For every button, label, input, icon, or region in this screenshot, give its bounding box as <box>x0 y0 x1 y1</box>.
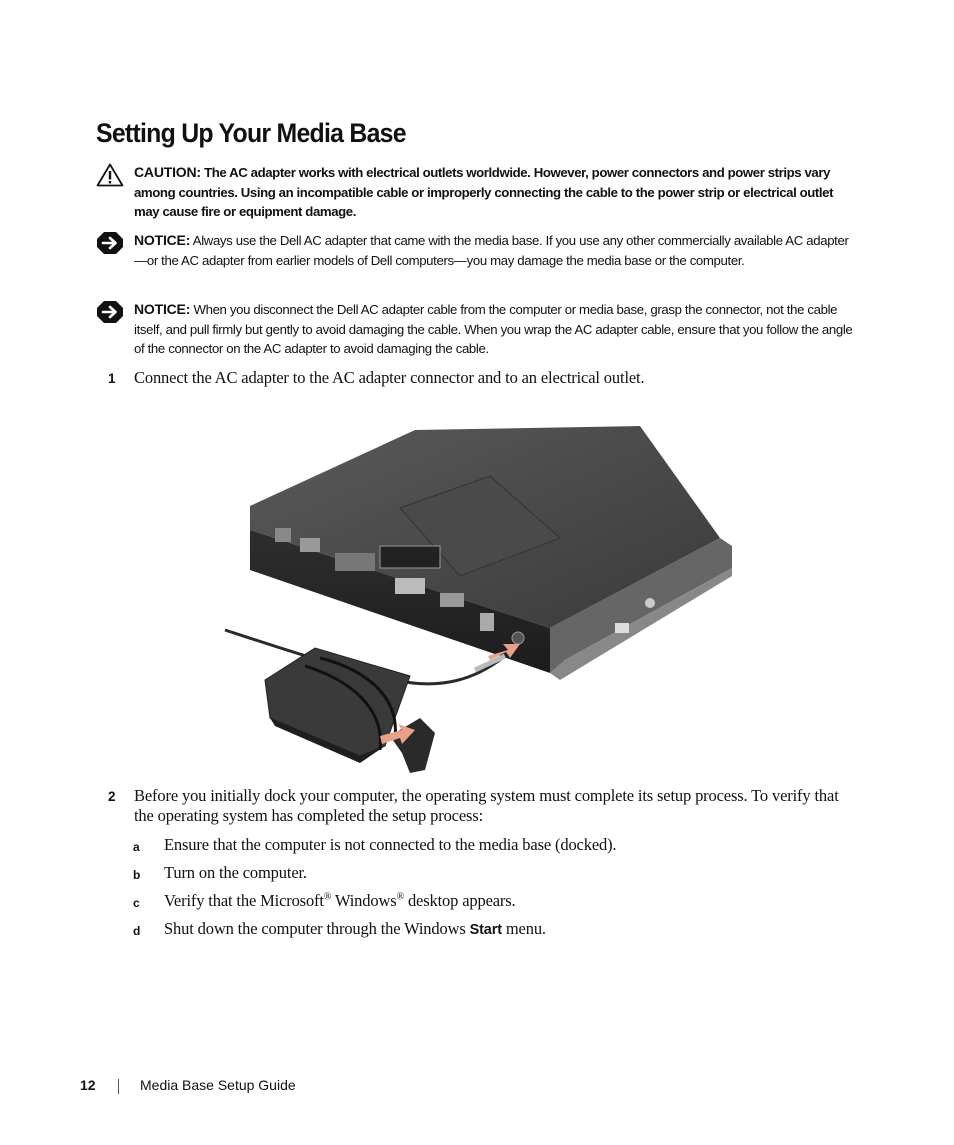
ac-adapter-connector <box>512 632 524 644</box>
guide-title: Media Base Setup Guide <box>140 1077 296 1093</box>
warning-triangle-icon <box>96 163 124 187</box>
step-item <box>96 368 856 388</box>
parallel-port <box>335 553 375 571</box>
caution-text: The AC adapter works with electrical outlets worldwide. However, power connectors and power strips vary among countries. Using an incompatible cable or improperly connecting the cable to the power strip or electrical outlet may cause fire or equipment damage. <box>134 165 834 219</box>
notice-label: NOTICE: <box>134 232 191 248</box>
substep-letter: b <box>133 868 141 882</box>
substep-text: Shut down the computer through the Windows Start menu. <box>164 919 546 938</box>
step-number: 1 <box>108 371 116 386</box>
usb-port <box>480 613 494 631</box>
dvi-port <box>395 578 425 594</box>
serial-port <box>300 538 320 552</box>
notice-text: Always use the Dell AC adapter that came with the media base. If you use any other commercially available AC adapter—or the AC adapter from earlier models of Dell computers—you may damage the media base or the computer. <box>134 233 849 268</box>
power-button-icon <box>645 598 655 608</box>
substep-text: Verify that the Microsoft® Windows® desktop appears. <box>164 891 516 910</box>
step-text: Before you initially dock your computer, the operating system must complete its setup process. To verify that the operating system has completed the setup process: <box>134 786 839 825</box>
step-text: Connect the AC adapter to the AC adapter connector and to an electrical outlet. <box>134 368 645 387</box>
footer-divider <box>118 1079 119 1094</box>
substep-letter: c <box>133 896 140 910</box>
substep-text: Ensure that the computer is not connected to the media base (docked). <box>164 835 617 854</box>
page-title: Setting Up Your Media Base <box>96 118 406 148</box>
substep-item <box>133 891 853 911</box>
docking-connector <box>380 546 440 568</box>
substep-letter: d <box>133 924 141 938</box>
step-item <box>96 786 856 826</box>
substep-item <box>133 835 853 855</box>
substep-item <box>133 863 853 883</box>
step-number: 2 <box>108 789 116 804</box>
notice-block <box>96 300 858 359</box>
notice-block <box>96 231 858 270</box>
vga-port <box>440 593 464 607</box>
notice-text: When you disconnect the Dell AC adapter cable from the computer or media base, grasp the connector, not the cable itself, and pull firmly but gently to avoid damaging the cable. When you wrap the AC adapter cable, ensure that you follow the angle of the connector on the AC adapter to avoid damaging the cable. <box>134 302 853 356</box>
substep-text: Turn on the computer. <box>164 863 307 882</box>
caution-block <box>96 163 858 222</box>
substep-letter: a <box>133 840 140 854</box>
network-port <box>275 528 291 542</box>
notice-label: NOTICE: <box>134 301 191 317</box>
notice-arrow-icon <box>96 231 124 255</box>
page-number: 12 <box>80 1077 96 1093</box>
substep-item <box>133 919 853 940</box>
caution-label: CAUTION: <box>134 164 201 180</box>
notice-arrow-icon <box>96 300 124 324</box>
media-base-illustration <box>220 418 740 778</box>
start-menu-term: Start <box>469 922 502 938</box>
